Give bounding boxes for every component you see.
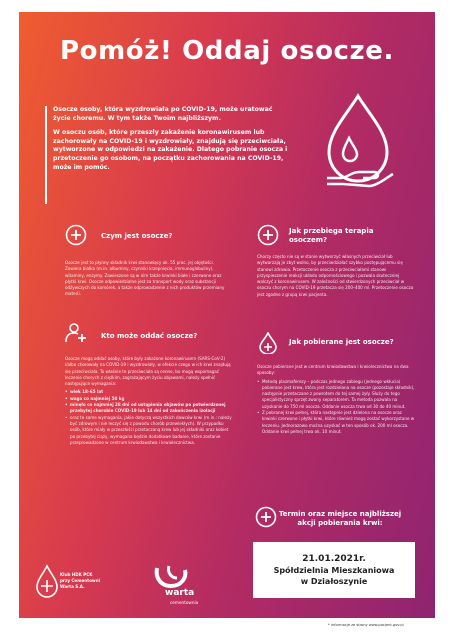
poster-title: Pomóż! Oddaj osocze. bbox=[59, 36, 394, 66]
section-body-therapy: Chorzy często nie są w stanie wytworzyć własnych przeciwciał lub wytwarzają je zbyt wolno, by przeciwdziałać szybko postępującemu się stanowi zdrowia. Przetoczenie osocza z przeciwciałami stanowi przyspieszenie reakcji układu odpornościowego i pozwala skuteczniej walczyć z koronawirusem. W zależności od stwierdzonych przeciwciał w osoczu chorym na COVID-19 przetacza się 200–400 ml. Przetoczenie osocza jest zgodne z grupą krwi pacjenta. bbox=[257, 254, 414, 297]
venue-box bbox=[253, 542, 415, 598]
intro-paragraph-1: Osocze osoby, która wyzdrowiała po COVID-19, może uratować życie choremu. W tym także Twoim najbliższym. bbox=[53, 106, 273, 122]
footnote: * informacje ze strony www.pacjent.gov.pl bbox=[328, 623, 404, 627]
plus-circle-icon bbox=[255, 506, 277, 528]
section-title-who: Kto może oddać osocze? bbox=[101, 332, 198, 340]
hdk-line-2: przy Cementowni bbox=[60, 578, 101, 583]
requirements-list bbox=[65, 389, 233, 446]
section-title-how: Jak pobierane jest osocze? bbox=[289, 338, 394, 346]
blood-drop-plus-icon bbox=[257, 332, 279, 354]
section-body-who bbox=[65, 356, 233, 446]
poster bbox=[19, 12, 435, 618]
person-plus-icon bbox=[65, 322, 87, 344]
event-date: 21.01.2021r. bbox=[302, 554, 366, 564]
intro-accent-bar bbox=[45, 106, 47, 204]
requirement-item: • wiek 18–65 lat bbox=[65, 389, 233, 395]
warta-subtitle: cementownia bbox=[170, 600, 199, 605]
method-item: • Metodą plazmaferezy – podczas jednego zabiegu (jednego wkłucia) pobierane jest krew, która jest rozdzielana na osocze (pozostaje składnik), następnie przetaczane z powrotem do tej samej żyły. Służy do tego specjalistyczny sprzęt zwany separatorem. Ta metoda pozwala na uzyskanie do 750 ml osocza. Oddanie osocza trwa od 30 do 40 minut. bbox=[257, 379, 415, 410]
warta-wordmark: warta bbox=[165, 588, 195, 598]
section-body-what: Osocze jest to płynny składnik krwi stanowiący ok. 55 proc. jej objętości. Zawiera białka (m.in. albuminy, czynniki krzepnięcia, immunoglobuliny), witaminy, enzymy. Zawieszone są w nim także krwinki białe i czerwone oraz płytki krwi. Osocze odpowiedzialne jest za transport wody oraz substancji odżywczych do komórek, a także odprowadzenie z nich produktów przemiany materii. bbox=[65, 260, 225, 297]
intro-paragraph-2: W osoczu osób, które przeszły zakażenie koronawirusem lub zachorowały na COVID-19 i wyzdrowiały, znajdują się przeciwciała, wytworzone w odpowiedzi na zakażenie. Dlatego pobranie osocza i przetoczenie go osobom, na początku zachorowania na COVID-19, może im pomóc. bbox=[53, 129, 288, 171]
section-title-therapy: Jak przebiega terapia osoczem? bbox=[289, 227, 374, 244]
event-place-line1: Spółdzielnia Mieszkaniowa bbox=[273, 566, 395, 575]
section-how-intro: Osocze pobierane jest w centrum krwiodawstwa i krwiolecznictwa na dwa sposoby: bbox=[257, 364, 409, 376]
hdk-line-3: Warta S.A. bbox=[60, 584, 85, 589]
intro-block bbox=[53, 106, 289, 178]
requirement-item: • oraz te same wymagania, jakie dotyczą wszystkich dawców krwi (m.in.: należy być zdrowym i nie leczyć się z powodu chorób przewlekłych). W przypadku osób, które miały w przeszłości przetaczaną krew lub jej składniki oraz kobiet po przebytej ciąży, wymagana będzie dodatkowe badanie, które zostanie przeprowadzone w centrum krwiodawstwa i krwiolecznictwa. bbox=[65, 415, 233, 446]
section-body-how bbox=[257, 364, 415, 435]
method-list bbox=[257, 379, 415, 436]
hdk-logo-text bbox=[60, 572, 100, 590]
requirement-item: • waga co najmniej 50 kg bbox=[65, 396, 233, 402]
venue-label: Termin oraz miejsce najbliższej akcji pobierania krwi: bbox=[278, 510, 402, 527]
blood-drop-hand-icon bbox=[319, 92, 397, 192]
plus-circle-icon bbox=[257, 224, 279, 246]
plus-circle-icon bbox=[65, 224, 87, 246]
requirement-item: • minęło co najmniej 28 dni od ustąpienia objawów po potwierdzonej przebytej chorobie COVID-19 lub 14 dni od zakończenia izolacji bbox=[65, 402, 233, 415]
section-title-what: Czym jest osocze? bbox=[101, 232, 173, 240]
event-place-line2: w Działoszynie bbox=[300, 577, 368, 586]
hdk-line-1: Klub HDK PCK bbox=[60, 572, 93, 577]
section-who-intro: Osocze mogą oddać osoby, które były zakażone koronawirusem (SARS-CoV-2) i/albo chorowały na COVID-19 i wyzdrowiały, w efekcie czego w ich krwi znajdują się przeciwciała. To właśnie te przeciwciała są cenne, bo mogą wspomagać leczenie chorych z ciężkim, zagrażającym życiu objawami, należy spełnić następujące wymagania: bbox=[65, 356, 231, 387]
method-item: • Z pobranej krwi pełnej, która następnie jest dzielona na osocze oraz krwinki czerwone i płytki krwi, które również mogą zostać wykorzystane w leczeniu. Jednorazowo można uzyskać w ten sposób ok. 200 ml osocza. Oddanie krwi pełnej trwa ok. 10 minut. bbox=[257, 410, 415, 435]
